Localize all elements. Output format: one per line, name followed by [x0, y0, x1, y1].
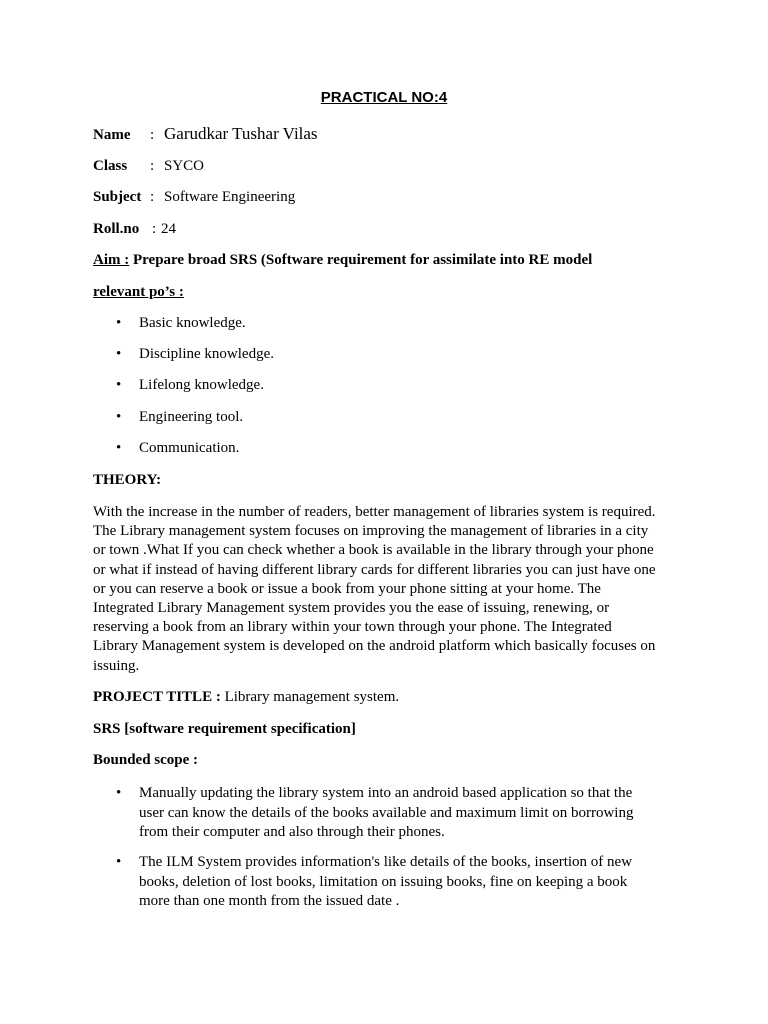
project-title-colon: :	[212, 689, 225, 705]
bullet-icon: •	[116, 377, 122, 393]
relevant-pos-heading: relevant po’s :	[93, 284, 184, 300]
list-item-text: Engineering tool.	[139, 409, 244, 425]
bullet-icon: •	[116, 346, 122, 362]
list-item	[116, 409, 243, 426]
project-title-line	[93, 689, 399, 706]
bullet-icon: •	[116, 854, 122, 870]
name-field	[93, 124, 318, 144]
name-label: Name	[93, 127, 131, 143]
list-item	[116, 315, 246, 332]
paragraph-line: or what if instead of having different library cards for different libraries you can just have one	[93, 561, 656, 578]
list-item	[116, 377, 264, 394]
paragraph-line: issuing.	[93, 657, 140, 674]
aim-text: Prepare broad SRS (Software requirement for assimilate into RE model	[129, 252, 593, 268]
list-item-text: Communication.	[139, 440, 240, 456]
class-field	[93, 158, 204, 175]
name-value: Garudkar Tushar Vilas	[164, 124, 318, 143]
paragraph-line: Integrated Library Management system provides you the ease of issuing, renewing, or	[93, 600, 610, 617]
class-label: Class	[93, 158, 128, 174]
list-item	[116, 853, 686, 912]
aim-line	[93, 252, 592, 269]
rollno-value: 24	[161, 221, 176, 237]
paragraph-line: The Library management system focuses on improving the management of libraries in a city	[93, 523, 649, 540]
practical-title: PRACTICAL NO:4	[320, 89, 448, 106]
list-item-text	[139, 853, 686, 912]
list-item-line: The ILM System provides information's like details of the books, insertion of new	[139, 854, 633, 870]
list-item-text: Discipline knowledge.	[139, 346, 274, 362]
rollno-colon: :	[152, 221, 157, 237]
rollno-field	[93, 221, 176, 238]
bullet-icon: •	[116, 785, 122, 801]
list-item-line: Manually updating the library system into an android based application so that the	[139, 785, 633, 801]
subject-value: Software Engineering	[164, 189, 296, 205]
subject-field	[93, 189, 295, 206]
class-value: SYCO	[164, 158, 205, 174]
subject-colon: :	[150, 189, 155, 205]
project-title-label: PROJECT TITLE	[93, 689, 213, 705]
list-item	[116, 440, 239, 457]
theory-paragraph	[93, 503, 683, 676]
bounded-scope-heading: Bounded scope :	[93, 752, 199, 768]
class-colon: :	[150, 158, 155, 174]
paragraph-line: With the increase in the number of readers, better management of libraries system is required.	[93, 504, 656, 520]
list-item	[116, 346, 274, 363]
paragraph-line: or you can reserve a book or issue a book from your phone sitting at your home. The	[93, 580, 601, 597]
aim-label: Aim :	[93, 252, 130, 268]
list-item-line: books, deletion of lost books, limitation on issuing books, fine on keeping a book	[139, 873, 628, 890]
paragraph-line: reserving a book from an library within your town through your phone. The Integrated	[93, 619, 612, 636]
list-item-line: more than one month from the issued date .	[139, 893, 400, 909]
rollno-label: Roll.no	[93, 221, 140, 237]
srs-heading: SRS [software requirement specification]	[93, 721, 356, 737]
list-item-line: user can know the details of the books available and maximum limit on borrowing	[139, 804, 634, 821]
bullet-icon: •	[116, 409, 122, 425]
list-item-text	[139, 784, 686, 843]
paragraph-line: Library Management system is developed on the android platform which basically focuses on	[93, 638, 656, 655]
list-item-text: Lifelong knowledge.	[139, 377, 264, 393]
paragraph-line: or town .What If you can check whether a book is available in the library through your phone	[93, 542, 654, 559]
subject-label: Subject	[93, 189, 142, 205]
name-colon: :	[150, 127, 155, 143]
list-item	[116, 784, 686, 843]
project-title-value: Library management system.	[224, 689, 400, 705]
list-item-line: from their computer and also through their phones.	[139, 824, 445, 840]
bullet-icon: •	[116, 440, 122, 456]
theory-heading: THEORY:	[93, 472, 162, 488]
bullet-icon: •	[116, 315, 122, 331]
list-item-text: Basic knowledge.	[139, 315, 246, 331]
